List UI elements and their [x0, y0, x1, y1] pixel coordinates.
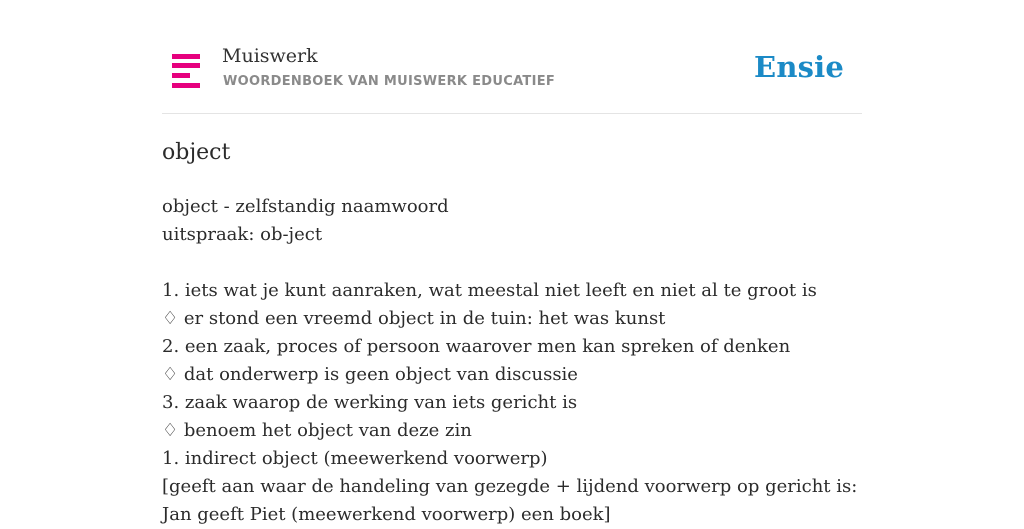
example-line: ♢ dat onderwerp is geen object van discussie	[162, 364, 578, 385]
muiswerk-logo-icon[interactable]	[172, 54, 200, 88]
sense-line: 1. iets wat je kunt aanraken, wat meestal niet leeft en niet al te groot is	[162, 280, 817, 301]
entry-definition	[162, 193, 862, 529]
dictionary-entry	[162, 130, 862, 529]
sense-line: 2. een zaak, proces of persoon waarover men kan spreken of denken	[162, 336, 791, 357]
sense-line: 3. zaak waarop de werking van iets gericht is	[162, 392, 578, 413]
entry-title: object	[162, 140, 231, 165]
blank-line	[162, 249, 862, 277]
example-line: ♢ benoem het object van deze zin	[162, 420, 472, 441]
site-name-link[interactable]: Muiswerk	[222, 45, 318, 67]
pronunciation-line: uitspraak: ob-ject	[162, 224, 323, 245]
site-header	[162, 0, 862, 114]
site-subtitle: WOORDENBOEK VAN MUISWERK EDUCATIEF	[223, 74, 556, 89]
ensie-logo-link[interactable]: Ensie	[754, 50, 844, 84]
word-class-line: object - zelfstandig naamwoord	[162, 196, 449, 217]
sub-sense-line: 1. indirect object (meewerkend voorwerp)	[162, 448, 548, 469]
grammar-note-line: [geeft aan waar de handeling van gezegde + lijdend voorwerp op gericht is: Jan geeft Piet (meewerkend voorwerp) een boek]	[162, 476, 858, 525]
example-line: ♢ er stond een vreemd object in de tuin: het was kunst	[162, 308, 666, 329]
